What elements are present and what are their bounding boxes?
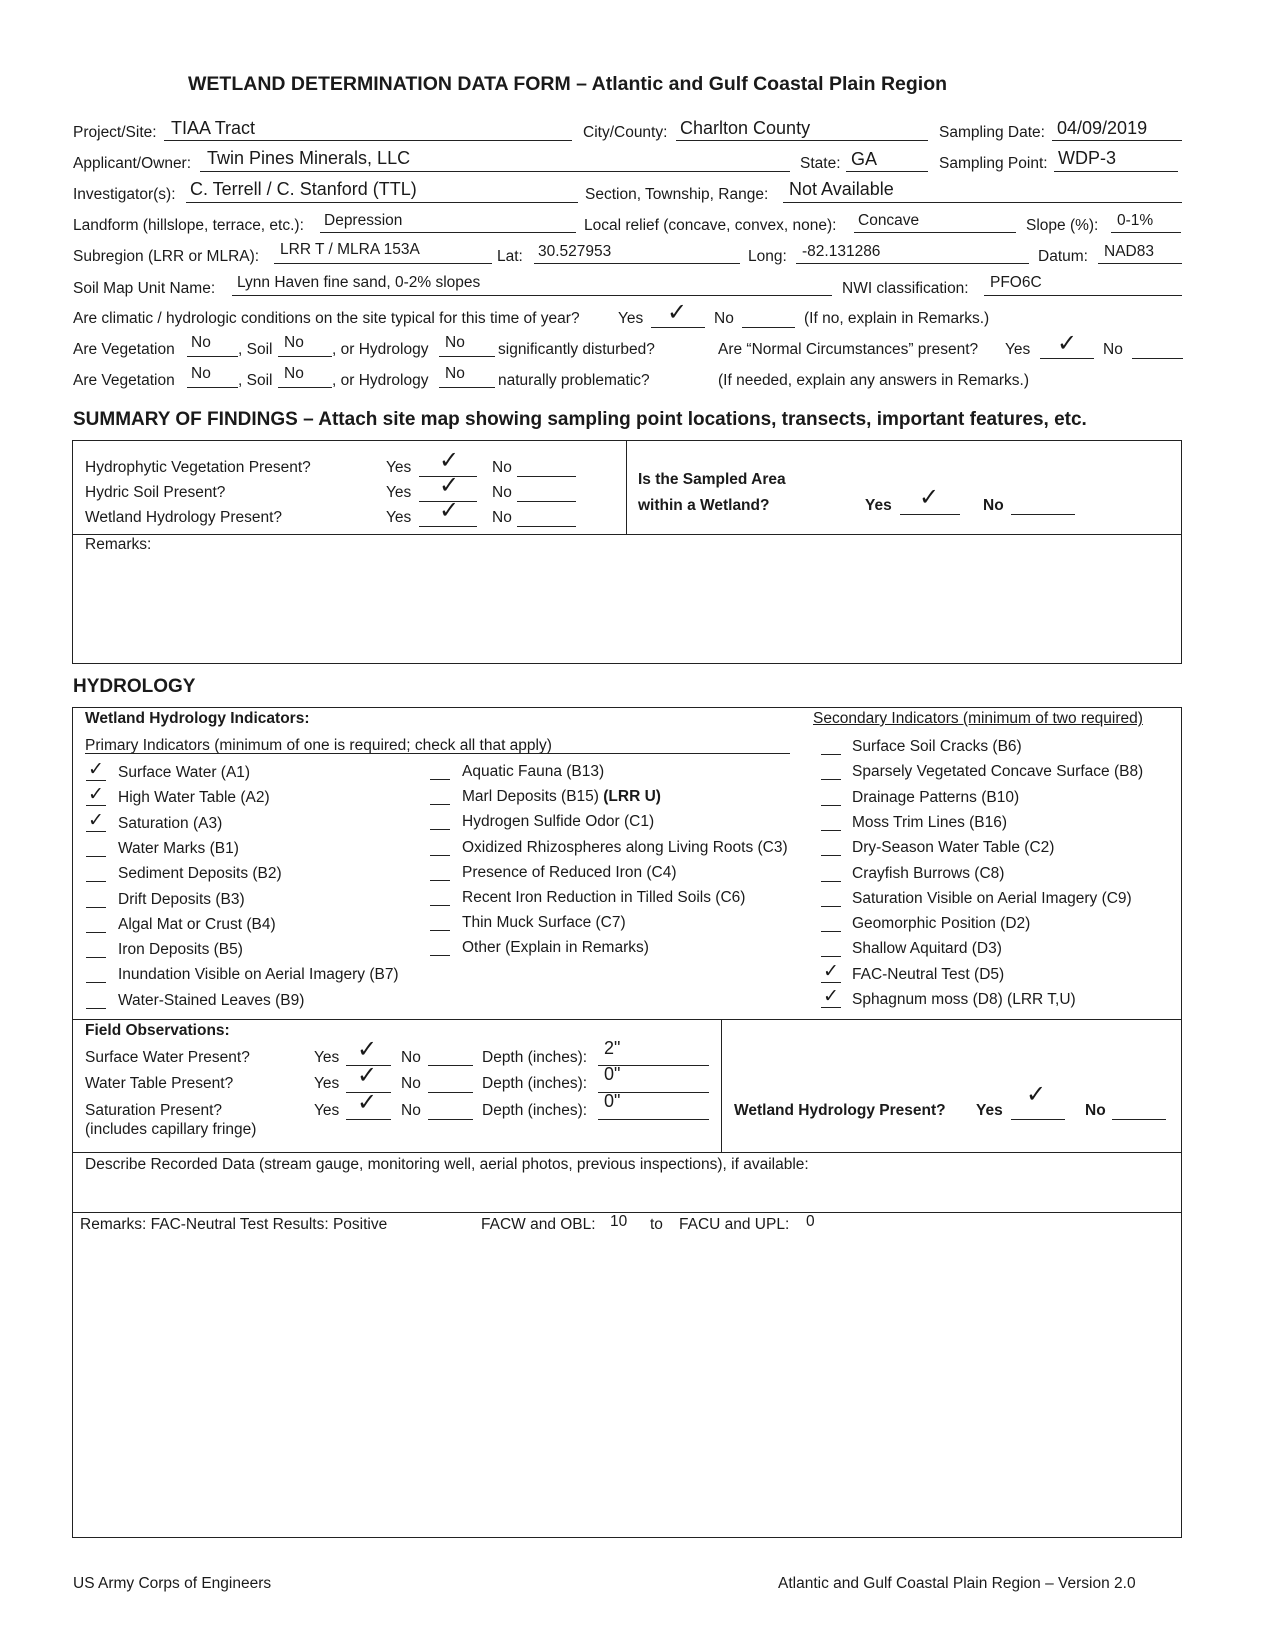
surface-water-no-blank[interactable] bbox=[428, 1065, 473, 1066]
point-underline bbox=[1054, 171, 1178, 172]
wetland-hydrology-yes-label: Yes bbox=[386, 509, 412, 526]
saturation-question: Saturation Present? bbox=[85, 1102, 223, 1119]
saturation-note: (includes capillary fringe) bbox=[85, 1121, 257, 1138]
state-label: State: bbox=[800, 155, 841, 172]
indicator-checkbox[interactable] bbox=[86, 907, 106, 908]
hydrophytic-vegetation-question: Hydrophytic Vegetation Present? bbox=[85, 459, 311, 476]
indicator-label: Water-Stained Leaves (B9) bbox=[118, 991, 305, 1009]
normal-yes-blank bbox=[1040, 358, 1094, 359]
facw-obl-value[interactable]: 10 bbox=[610, 1213, 628, 1230]
footer-right: Atlantic and Gulf Coastal Plain Region – Version 2.0 bbox=[778, 1575, 1136, 1592]
normal-yes-check[interactable]: ✓ bbox=[1057, 330, 1078, 357]
subregion-underline bbox=[274, 263, 492, 264]
indicator-check-mark: ✓ bbox=[823, 986, 839, 1007]
applicant-value[interactable]: Twin Pines Minerals, LLC bbox=[207, 148, 411, 168]
wetland-hydrology-no-label: No bbox=[492, 509, 512, 526]
indicator-checkbox[interactable] bbox=[821, 805, 841, 806]
date-underline bbox=[1052, 140, 1182, 141]
indicator-check-mark: ✓ bbox=[88, 809, 104, 831]
sampled-area-yes-check[interactable]: ✓ bbox=[919, 484, 940, 511]
normal-no-label: No bbox=[1103, 341, 1123, 358]
indicator-checkbox[interactable] bbox=[86, 881, 106, 882]
landform-label: Landform (hillslope, terrace, etc.): bbox=[73, 217, 304, 234]
facu-upl-value[interactable]: 0 bbox=[806, 1213, 815, 1230]
slope-label: Slope (%): bbox=[1026, 217, 1099, 234]
problematic-soil-blank bbox=[278, 387, 332, 388]
indicator-checkbox[interactable] bbox=[430, 829, 450, 830]
water-table-depth-value[interactable]: 0" bbox=[604, 1064, 621, 1084]
indicator-checkbox[interactable] bbox=[430, 880, 450, 881]
hydric-yes-label: Yes bbox=[386, 484, 412, 501]
applicant-underline bbox=[200, 171, 790, 172]
disturbed-soil-value[interactable]: No bbox=[284, 334, 304, 351]
wetland-hydrology-question: Wetland Hydrology Present? bbox=[85, 509, 283, 526]
water-table-question: Water Table Present? bbox=[85, 1075, 234, 1092]
typical-yes-label: Yes bbox=[618, 310, 644, 327]
long-label: Long: bbox=[748, 248, 787, 265]
disturbed-vegetation-blank bbox=[187, 356, 238, 357]
indicator-label: Saturation (A3) bbox=[118, 814, 223, 832]
lat-label: Lat: bbox=[497, 248, 523, 265]
surface-water-yes-label: Yes bbox=[314, 1049, 340, 1066]
city-value[interactable]: Charlton County bbox=[680, 118, 811, 138]
problematic-hydrology-value[interactable]: No bbox=[445, 365, 465, 382]
hydrophytic-no-label: No bbox=[492, 459, 512, 476]
footer-left: US Army Corps of Engineers bbox=[73, 1575, 272, 1592]
state-value[interactable]: GA bbox=[851, 149, 878, 169]
city-label: City/County: bbox=[583, 124, 668, 141]
indicator-label: Geomorphic Position (D2) bbox=[852, 915, 1031, 933]
indicator-label-suffix: (LRR U) bbox=[598, 788, 661, 806]
relief-underline bbox=[854, 232, 1016, 233]
wetland-hydrology-yes-check[interactable]: ✓ bbox=[439, 497, 460, 524]
indicator-checkbox[interactable] bbox=[821, 906, 841, 907]
datum-label: Datum: bbox=[1038, 248, 1088, 265]
indicator-label: Other (Explain in Remarks) bbox=[462, 939, 649, 957]
field-observations-title: Field Observations: bbox=[85, 1022, 230, 1039]
indicator-label: Surface Soil Cracks (B6) bbox=[852, 738, 1022, 755]
indicator-label: Algal Mat or Crust (B4) bbox=[118, 915, 276, 933]
saturation-no-blank[interactable] bbox=[428, 1119, 473, 1120]
indicator-label: Aquatic Fauna (B13) bbox=[462, 763, 605, 780]
field-observations-divider bbox=[721, 1019, 722, 1152]
relief-value[interactable]: Concave bbox=[858, 212, 920, 229]
water-table-yes-check[interactable]: ✓ bbox=[357, 1062, 378, 1089]
indicators-title: Wetland Hydrology Indicators: bbox=[85, 710, 310, 727]
indicator-checkbox[interactable] bbox=[86, 805, 106, 806]
indicator-label: Sphagnum moss (D8) (LRR T,U) bbox=[852, 991, 1076, 1008]
typical-note: (If no, explain in Remarks.) bbox=[804, 310, 990, 327]
indicator-checkbox[interactable] bbox=[86, 957, 106, 958]
relief-label: Local relief (concave, convex, none): bbox=[584, 217, 837, 234]
saturation-depth-blank bbox=[598, 1119, 709, 1120]
state-underline bbox=[846, 171, 928, 172]
datum-value[interactable]: NAD83 bbox=[1104, 243, 1154, 260]
indicator-label: Moss Trim Lines (B16) bbox=[852, 813, 1008, 831]
investigator-value[interactable]: C. Terrell / C. Stanford (TTL) bbox=[190, 179, 417, 199]
hydrophytic-yes-check[interactable]: ✓ bbox=[439, 447, 460, 474]
indicator-checkbox[interactable] bbox=[430, 905, 450, 906]
typical-yes-blank bbox=[651, 327, 705, 328]
indicator-checkbox[interactable] bbox=[821, 855, 841, 856]
summary-heading: SUMMARY OF FINDINGS – Attach site map showing sampling point locations, transects, important features, etc. bbox=[73, 409, 1087, 430]
indicator-checkbox[interactable] bbox=[821, 931, 841, 932]
investigator-label: Investigator(s): bbox=[73, 186, 176, 203]
landform-underline bbox=[320, 232, 576, 233]
wetland-hydrology-present-no-label: No bbox=[1085, 1102, 1106, 1119]
disturbed-hydrology-value[interactable]: No bbox=[445, 334, 465, 351]
disturbed-vegetation-label: Are Vegetation bbox=[73, 341, 175, 358]
indicator-label: Hydrogen Sulfide Odor (C1) bbox=[462, 813, 655, 831]
indicator-label: Crayfish Burrows (C8) bbox=[852, 864, 1005, 882]
long-value[interactable]: -82.131286 bbox=[802, 243, 881, 260]
typical-no-label: No bbox=[714, 310, 734, 327]
indicator-checkbox[interactable] bbox=[821, 830, 841, 831]
indicator-label: High Water Table (A2) bbox=[118, 789, 270, 807]
water-table-no-blank[interactable] bbox=[428, 1092, 473, 1093]
summary-remarks-divider bbox=[72, 534, 1182, 535]
page-title: WETLAND DETERMINATION DATA FORM – Atlantic and Gulf Coastal Plain Region bbox=[188, 73, 948, 95]
datum-underline bbox=[1098, 263, 1182, 264]
hydrology-heading: HYDROLOGY bbox=[73, 676, 196, 697]
soil-value[interactable]: Lynn Haven fine sand, 0-2% slopes bbox=[237, 274, 481, 291]
field-observations-bottom-divider bbox=[72, 1152, 1182, 1153]
typical-conditions-question: Are climatic / hydrologic conditions on the site typical for this time of year? bbox=[73, 310, 580, 327]
sampled-area-yes-blank bbox=[900, 514, 960, 515]
indicator-label: Iron Deposits (B5) bbox=[118, 941, 243, 959]
summary-remarks-label: Remarks: bbox=[85, 536, 152, 553]
lat-underline bbox=[534, 263, 740, 264]
indicator-checkbox[interactable] bbox=[86, 780, 106, 781]
indicator-label: Shallow Aquitard (D3) bbox=[852, 940, 1002, 958]
saturation-yes-label: Yes bbox=[314, 1102, 340, 1119]
slope-underline bbox=[1111, 232, 1181, 233]
problematic-hydrology-label: , or Hydrology bbox=[332, 372, 429, 389]
date-value[interactable]: 04/09/2019 bbox=[1057, 118, 1148, 138]
hydric-yes-check[interactable]: ✓ bbox=[439, 472, 460, 499]
problematic-vegetation-value[interactable]: No bbox=[191, 365, 211, 382]
surface-water-depth-label: Depth (inches): bbox=[482, 1049, 588, 1066]
problematic-label: naturally problematic? bbox=[498, 372, 650, 389]
disturbed-hydrology-blank bbox=[439, 356, 495, 357]
indicator-checkbox[interactable] bbox=[821, 881, 841, 882]
indicator-label: Surface Water (A1) bbox=[118, 764, 251, 781]
problematic-soil-value[interactable]: No bbox=[284, 365, 304, 382]
saturation-yes-check[interactable]: ✓ bbox=[357, 1089, 378, 1116]
hydric-no-blank[interactable] bbox=[517, 501, 576, 502]
sampled-area-question-line1: Is the Sampled Area bbox=[638, 471, 786, 488]
indicator-checkbox[interactable] bbox=[430, 804, 450, 805]
remarks-to-label: to bbox=[650, 1216, 663, 1233]
indicator-check-mark: ✓ bbox=[88, 784, 104, 806]
indicators-bottom-divider bbox=[72, 1019, 1182, 1020]
indicator-label: Dry-Season Water Table (C2) bbox=[852, 839, 1055, 857]
landform-value[interactable]: Depression bbox=[324, 212, 403, 229]
saturation-no-label: No bbox=[401, 1102, 421, 1119]
lat-value[interactable]: 30.527953 bbox=[538, 243, 612, 260]
problematic-hydrology-blank bbox=[439, 387, 495, 388]
indicator-label: Water Marks (B1) bbox=[118, 839, 239, 857]
applicant-label: Applicant/Owner: bbox=[73, 155, 192, 172]
indicator-checkbox[interactable] bbox=[86, 831, 106, 832]
water-table-depth-label: Depth (inches): bbox=[482, 1075, 588, 1092]
indicator-label: FAC-Neutral Test (D5) bbox=[852, 965, 1005, 983]
subregion-label: Subregion (LRR or MLRA): bbox=[73, 248, 260, 265]
indicator-checkbox[interactable] bbox=[86, 932, 106, 933]
problematic-vegetation-blank bbox=[187, 387, 238, 388]
water-table-yes-label: Yes bbox=[314, 1075, 340, 1092]
hydric-no-label: No bbox=[492, 484, 512, 501]
indicator-checkbox[interactable] bbox=[86, 982, 106, 983]
hydrology-remarks: Remarks: FAC-Neutral Test Results: Positive bbox=[80, 1216, 388, 1233]
indicator-checkbox[interactable] bbox=[430, 930, 450, 931]
sampled-area-question-line2: within a Wetland? bbox=[638, 497, 770, 514]
indicator-checkbox[interactable] bbox=[821, 982, 841, 983]
hydrophytic-yes-label: Yes bbox=[386, 459, 412, 476]
sampled-area-no-blank[interactable] bbox=[1011, 514, 1075, 515]
point-label: Sampling Point: bbox=[939, 155, 1048, 172]
investigator-underline bbox=[186, 202, 578, 203]
indicator-checkbox[interactable] bbox=[86, 1008, 106, 1009]
disturbed-vegetation-value[interactable]: No bbox=[191, 334, 211, 351]
normal-yes-label: Yes bbox=[1005, 341, 1031, 358]
wetland-hydrology-present-question: Wetland Hydrology Present? bbox=[734, 1102, 946, 1119]
indicator-checkbox[interactable] bbox=[430, 955, 450, 956]
indicator-checkbox[interactable] bbox=[821, 754, 841, 755]
disturbed-label: significantly disturbed? bbox=[498, 341, 655, 358]
soil-underline bbox=[232, 295, 832, 296]
surface-water-no-label: No bbox=[401, 1049, 421, 1066]
nwi-label: NWI classification: bbox=[842, 280, 969, 297]
saturation-depth-value[interactable]: 0" bbox=[604, 1091, 621, 1111]
wetland-hydrology-present-yes-check[interactable]: ✓ bbox=[1026, 1081, 1047, 1108]
point-value[interactable]: WDP-3 bbox=[1058, 148, 1116, 168]
wetland-hydrology-present-no-blank[interactable] bbox=[1112, 1119, 1166, 1120]
normal-circumstances-question: Are “Normal Circumstances” present? bbox=[718, 341, 979, 358]
indicator-label: Drainage Patterns (B10) bbox=[852, 788, 1020, 806]
section-underline bbox=[783, 202, 1182, 203]
section-value[interactable]: Not Available bbox=[789, 179, 894, 199]
recorded-data-prompt: Describe Recorded Data (stream gauge, monitoring well, aerial photos, previous inspections), if available: bbox=[85, 1156, 809, 1173]
long-underline bbox=[796, 263, 1029, 264]
indicator-label: Inundation Visible on Aerial Imagery (B7) bbox=[118, 966, 399, 984]
indicator-label: Sparsely Vegetated Concave Surface (B8) bbox=[852, 763, 1144, 781]
sampled-area-yes-label: Yes bbox=[865, 497, 892, 514]
facw-obl-label: FACW and OBL: bbox=[481, 1216, 596, 1233]
wetland-hydrology-no-blank[interactable] bbox=[517, 526, 576, 527]
indicator-label: Oxidized Rhizospheres along Living Roots (C3) bbox=[462, 838, 788, 856]
hydric-soil-question: Hydric Soil Present? bbox=[85, 484, 226, 501]
hydrophytic-no-blank[interactable] bbox=[517, 476, 576, 477]
indicator-check-mark: ✓ bbox=[823, 960, 839, 982]
disturbed-hydrology-label: , or Hydrology bbox=[332, 341, 429, 358]
nwi-value[interactable]: PFO6C bbox=[990, 274, 1042, 291]
indicator-label: Marl Deposits (B15) (LRR U) bbox=[462, 788, 661, 806]
problematic-soil-label: , Soil bbox=[238, 372, 273, 389]
indicator-check-mark: ✓ bbox=[88, 759, 104, 780]
surface-water-depth-value[interactable]: 2" bbox=[604, 1038, 621, 1058]
primary-indicators-underline bbox=[85, 753, 790, 754]
saturation-depth-label: Depth (inches): bbox=[482, 1102, 588, 1119]
subregion-value[interactable]: LRR T / MLRA 153A bbox=[280, 241, 420, 258]
city-underline bbox=[676, 140, 928, 141]
facu-upl-label: FACU and UPL: bbox=[679, 1216, 790, 1233]
indicator-label: Presence of Reduced Iron (C4) bbox=[462, 863, 677, 881]
slope-value[interactable]: 0-1% bbox=[1117, 212, 1154, 229]
surface-water-question: Surface Water Present? bbox=[85, 1049, 250, 1066]
surface-water-yes-check[interactable]: ✓ bbox=[357, 1036, 378, 1063]
indicator-label: Saturation Visible on Aerial Imagery (C9) bbox=[852, 889, 1132, 907]
problematic-vegetation-label: Are Vegetation bbox=[73, 372, 175, 389]
soil-label: Soil Map Unit Name: bbox=[73, 280, 216, 297]
summary-divider bbox=[626, 440, 627, 534]
indicator-checkbox[interactable] bbox=[821, 779, 841, 780]
normal-no-blank[interactable] bbox=[1132, 358, 1183, 359]
disturbed-soil-label: , Soil bbox=[238, 341, 273, 358]
indicator-checkbox[interactable] bbox=[86, 856, 106, 857]
typical-yes-check[interactable]: ✓ bbox=[667, 299, 688, 326]
project-value[interactable]: TIAA Tract bbox=[171, 118, 256, 138]
typical-no-blank[interactable] bbox=[742, 327, 795, 328]
project-underline bbox=[164, 140, 572, 141]
wetland-hydrology-yes-blank bbox=[419, 526, 477, 527]
wetland-hydrology-present-yes-blank bbox=[1011, 1119, 1065, 1120]
indicator-checkbox[interactable] bbox=[821, 1007, 841, 1008]
indicator-checkbox[interactable] bbox=[430, 855, 450, 856]
indicator-label: Recent Iron Reduction in Tilled Soils (C6) bbox=[462, 889, 746, 906]
disturbed-soil-blank bbox=[278, 356, 332, 357]
needed-note: (If needed, explain any answers in Remarks.) bbox=[718, 372, 1030, 389]
indicator-label: Drift Deposits (B3) bbox=[118, 890, 245, 908]
indicator-checkbox[interactable] bbox=[821, 956, 841, 957]
project-label: Project/Site: bbox=[73, 124, 157, 141]
indicator-label: Sediment Deposits (B2) bbox=[118, 865, 282, 883]
indicator-label: Thin Muck Surface (C7) bbox=[462, 914, 626, 932]
water-table-no-label: No bbox=[401, 1075, 421, 1092]
nwi-underline bbox=[984, 295, 1182, 296]
indicator-checkbox[interactable] bbox=[430, 779, 450, 780]
wetland-hydrology-present-yes-label: Yes bbox=[976, 1102, 1003, 1119]
secondary-indicators-title: Secondary Indicators (minimum of two required) bbox=[813, 710, 1143, 727]
sampled-area-no-label: No bbox=[983, 497, 1004, 514]
primary-indicators-title: Primary Indicators (minimum of one is required; check all that apply) bbox=[85, 737, 552, 754]
section-label: Section, Township, Range: bbox=[585, 186, 769, 203]
date-label: Sampling Date: bbox=[939, 124, 1045, 141]
saturation-yes-blank bbox=[346, 1119, 391, 1120]
